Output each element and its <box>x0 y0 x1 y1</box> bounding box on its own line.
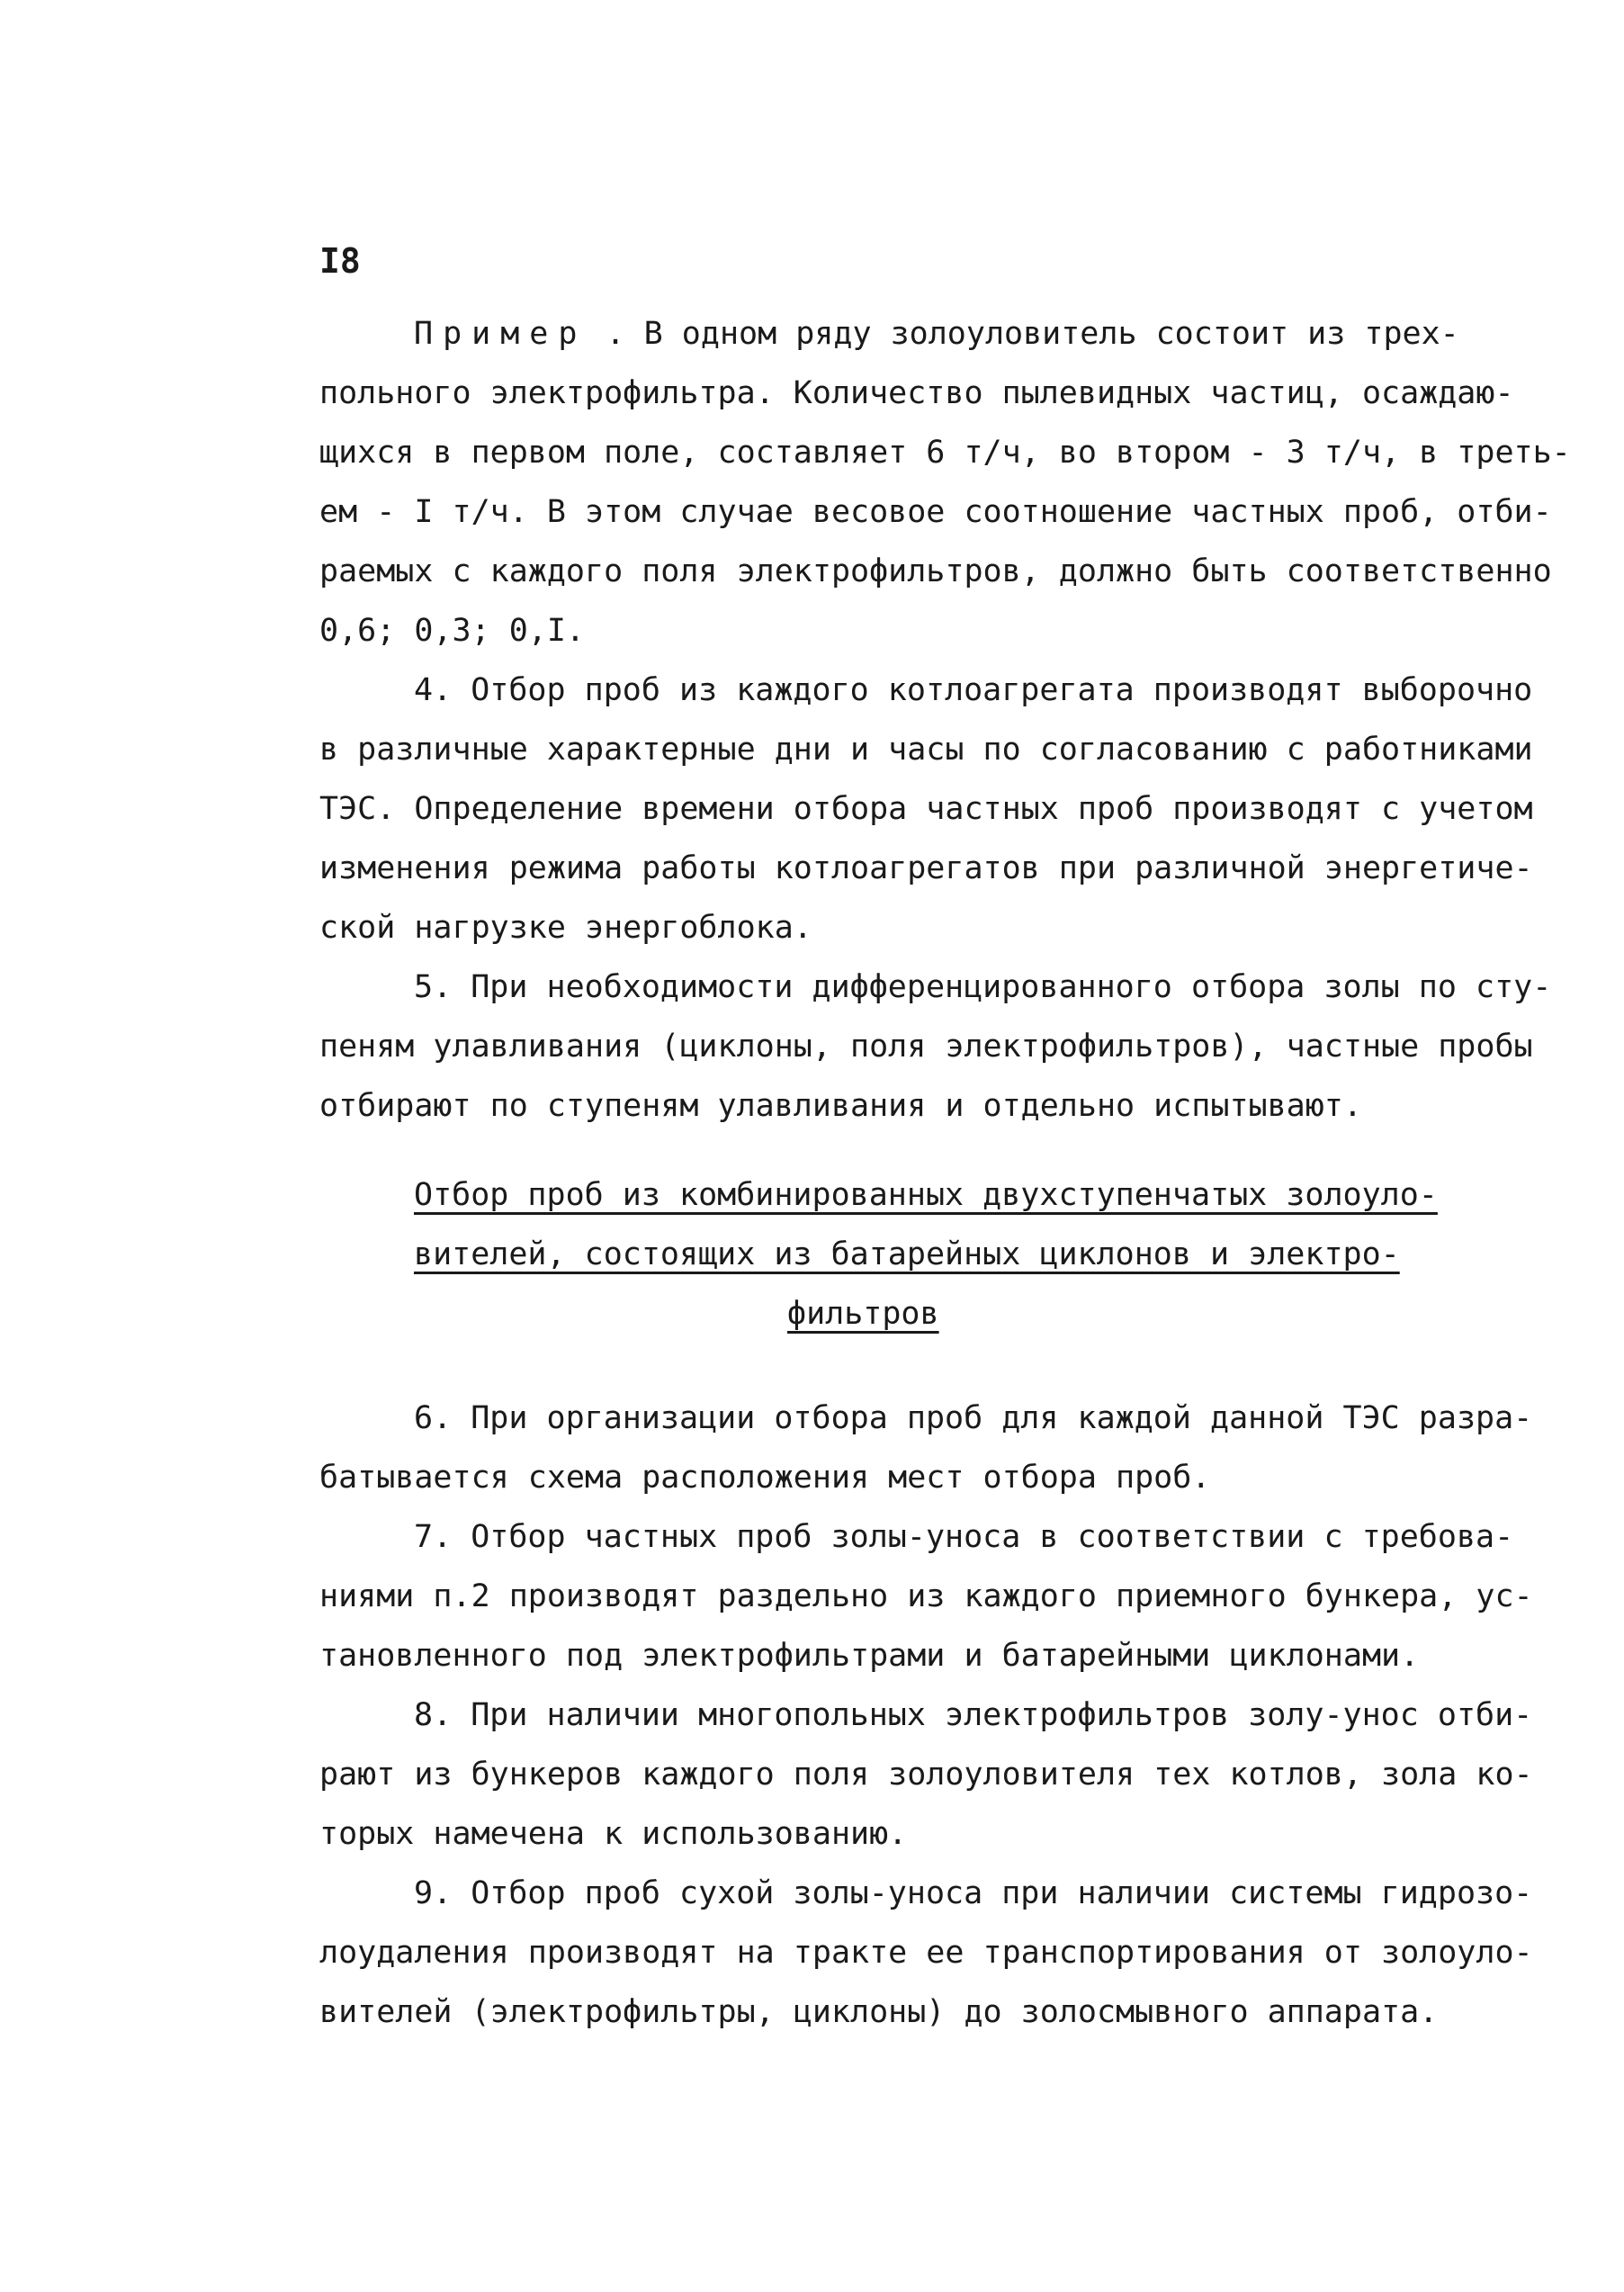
example-line-2: польного электрофильтра. Количество пылевидных частиц, осаждаю- <box>319 375 1514 411</box>
paragraph-6-line-2: батывается схема расположения мест отбора проб. <box>319 1460 1211 1496</box>
page-number: I8 <box>319 241 361 281</box>
paragraph-4-line-1: 4. Отбор проб из каждого котлоагрегата производят выборочно <box>414 672 1533 708</box>
paragraph-7-line-3: тановленного под электрофильтрами и батарейными циклонами. <box>319 1638 1420 1674</box>
paragraph-8-line-2: рают из бункеров каждого поля золоуловителя тех котлов, зола ко- <box>319 1757 1533 1793</box>
paragraph-5-line-2: пеням улавливания (циклоны, поля электрофильтров), частные пробы <box>319 1029 1533 1065</box>
paragraph-6-line-1: 6. При организации отбора проб для каждой данной ТЭС разра- <box>414 1400 1533 1436</box>
example-line-6: 0,6; 0,3; 0,I. <box>319 613 586 649</box>
paragraph-8-line-3: торых намечена к использованию. <box>319 1816 908 1852</box>
paragraph-4-line-5: ской нагрузке энергоблока. <box>319 910 812 946</box>
example-line-4: ем - I т/ч. В этом случае весовое соотношение частных проб, отби- <box>319 494 1552 530</box>
paragraph-4-line-3: ТЭС. Определение времени отбора частных проб производят с учетом <box>319 791 1533 827</box>
paragraph-9-line-2: лоудаления производят на тракте ее транспортирования от золоуло- <box>319 1935 1533 1971</box>
example-line-5: раемых с каждого поля электрофильтров, должно быть соответственно <box>319 553 1552 589</box>
example-label: Пример <box>414 316 588 352</box>
paragraph-9-line-3: вителей (электрофильтры, циклоны) до золосмывного аппарата. <box>319 1994 1439 2030</box>
paragraph-4-line-2: в различные характерные дни и часы по согласованию с работниками <box>319 732 1533 768</box>
paragraph-4-line-4: изменения режима работы котлоагрегатов при различной энергетиче- <box>319 850 1533 886</box>
paragraph-8-line-1: 8. При наличии многопольных электрофильтров золу-унос отби- <box>414 1697 1533 1733</box>
example-line-3: щихся в первом поле, составляет 6 т/ч, во втором - 3 т/ч, в треть- <box>319 435 1571 471</box>
paragraph-5-line-1: 5. При необходимости дифференцированного отбора золы по сту- <box>414 969 1552 1005</box>
section-heading-line-3: фильтров <box>787 1296 939 1332</box>
paragraph-5-line-3: отбирают по ступеням улавливания и отдельно испытывают. <box>319 1088 1362 1124</box>
paragraph-7-line-2: ниями п.2 производят раздельно из каждого приемного бункера, ус- <box>319 1578 1533 1614</box>
section-heading-line-2: вителей, состоящих из батарейных циклонов и электро- <box>414 1236 1400 1272</box>
paragraph-9-line-1: 9. Отбор проб сухой золы-уноса при наличии системы гидрозо- <box>414 1875 1533 1911</box>
example-line-1: Пример . В одном ряду золоуловитель состоит из трех- <box>414 316 1459 352</box>
paragraph-7-line-1: 7. Отбор частных проб золы-уноса в соответствии с требова- <box>414 1519 1514 1555</box>
section-heading-line-1: Отбор проб из комбинированных двухступенчатых золоуло- <box>414 1177 1438 1213</box>
